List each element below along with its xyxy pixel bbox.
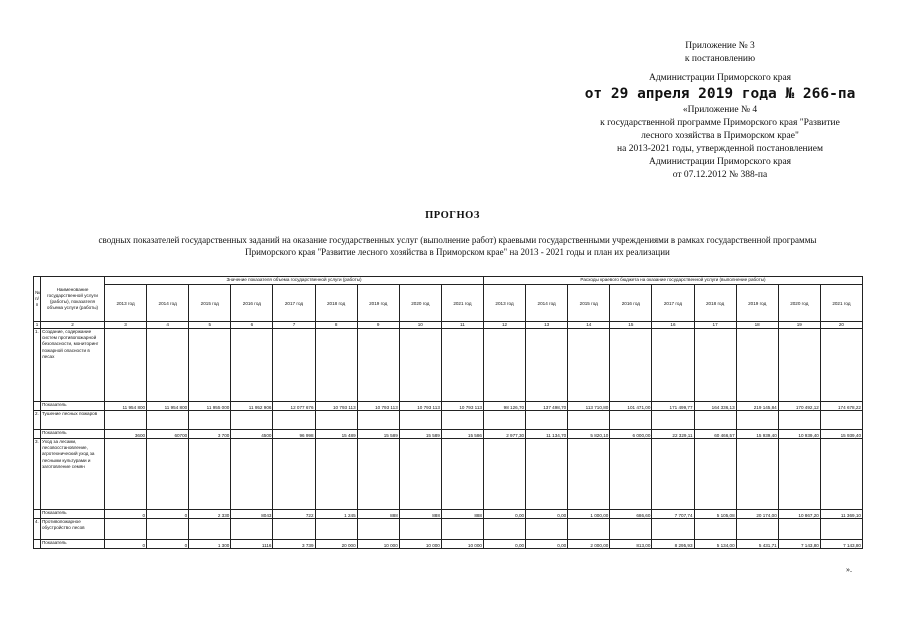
column-number: 9 [357, 322, 399, 329]
table-years-row [34, 285, 863, 322]
indicator-value: 20 000 [315, 540, 357, 549]
indicator-value: 10 793 113 [399, 402, 441, 411]
indicator-value: 15 589 [399, 430, 441, 439]
header-year: 2019 год [357, 285, 399, 322]
header-year: 2017 год [273, 285, 315, 322]
empty-cell [778, 411, 820, 430]
indicator-value: 96 998 [273, 430, 315, 439]
indicator-value: 11 954 800 [147, 402, 189, 411]
indicator-value: 15 586 [441, 430, 483, 439]
empty-cell [147, 411, 189, 430]
column-number: 8 [315, 322, 357, 329]
indicator-value: 722 [273, 510, 315, 519]
indicator-number-cell [34, 430, 41, 439]
empty-cell [694, 439, 736, 510]
empty-cell [820, 439, 862, 510]
table-header-row [34, 277, 863, 285]
empty-cell [273, 411, 315, 430]
empty-cell [736, 519, 778, 540]
header-year: 2018 год [315, 285, 357, 322]
column-number: 1 [34, 322, 41, 329]
document-subtitle [30, 234, 885, 258]
page-end-mark: ». [846, 565, 852, 574]
expense-value: 15 939,40 [736, 430, 778, 439]
empty-cell [357, 439, 399, 510]
appendix-line-5: «Приложение № 4 [682, 105, 758, 115]
empty-cell [147, 519, 189, 540]
header-year: 2013 год [105, 285, 147, 322]
empty-cell [441, 519, 483, 540]
appendix-line-8: на 2013-2021 годы, утвержденной постановлением [617, 144, 823, 154]
section-name: Противопожарное обустройство лесов [41, 519, 105, 540]
forecast-table [33, 276, 863, 549]
empty-cell [483, 439, 525, 510]
empty-cell [105, 439, 147, 510]
empty-cell [441, 439, 483, 510]
indicator-value: 10 793 113 [441, 402, 483, 411]
expense-value: 174 678,22 [820, 402, 862, 411]
indicator-label: Показатель [41, 510, 105, 519]
empty-cell [189, 329, 231, 402]
indicator-value: 10 000 [399, 540, 441, 549]
indicator-value: 1 245 [315, 510, 357, 519]
subtitle-line-2: Приморского края "Развитие лесного хозяйства в Приморском крае" на 2013 - 2021 годы и план их реализации [245, 247, 670, 257]
empty-cell [399, 519, 441, 540]
indicator-value: 8043 [231, 510, 273, 519]
indicator-value: 4500 [231, 430, 273, 439]
empty-cell [105, 519, 147, 540]
empty-cell [694, 411, 736, 430]
header-group-expenses: Расходы краевого бюджета на оказание государственной услуги (выполнение работы) [483, 277, 862, 285]
expense-value: 8 295,93 [652, 540, 694, 549]
empty-cell [231, 329, 273, 402]
empty-cell [105, 329, 147, 402]
expense-value: 170 492,12 [778, 402, 820, 411]
section-row [34, 411, 863, 430]
empty-cell [820, 519, 862, 540]
indicator-value: 888 [441, 510, 483, 519]
empty-cell [147, 439, 189, 510]
section-number: 2. [34, 411, 41, 430]
empty-cell [526, 519, 568, 540]
empty-cell [736, 329, 778, 402]
indicator-value: 10 000 [357, 540, 399, 549]
empty-cell [441, 411, 483, 430]
appendix-header [560, 40, 880, 182]
empty-cell [399, 439, 441, 510]
header-col-name: Наименование государственной услуги (работы), показателя объема услуги (работы) [41, 277, 105, 322]
indicator-value: 3 700 [189, 430, 231, 439]
empty-cell [399, 329, 441, 402]
expense-value: 686,60 [610, 510, 652, 519]
expense-value: 15 939,40 [820, 430, 862, 439]
expense-value: 11 369,10 [820, 510, 862, 519]
column-number: 16 [652, 322, 694, 329]
expense-value: 137 498,70 [526, 402, 568, 411]
empty-cell [652, 439, 694, 510]
column-number: 4 [147, 322, 189, 329]
section-number: 1. [34, 329, 41, 402]
expense-value: 10 867,20 [778, 510, 820, 519]
expense-value: 101 471,00 [610, 402, 652, 411]
header-year: 2016 год [610, 285, 652, 322]
empty-cell [315, 519, 357, 540]
column-number: 5 [189, 322, 231, 329]
expense-value: 5 820,10 [568, 430, 610, 439]
column-number: 11 [441, 322, 483, 329]
appendix-line-10: от 07.12.2012 № 388-па [672, 170, 768, 180]
expense-value: 7 143,80 [778, 540, 820, 549]
header-year: 2014 год [147, 285, 189, 322]
expense-value: 5 134,00 [694, 540, 736, 549]
column-number: 10 [399, 322, 441, 329]
indicator-number-cell [34, 510, 41, 519]
indicator-value: 11 952 906 [231, 402, 273, 411]
empty-cell [231, 411, 273, 430]
empty-cell [483, 329, 525, 402]
indicator-value: 15 489 [315, 430, 357, 439]
section-name: Создание, содержание систем противопожарной безопасности, мониторинг пожарной опасности в лесах [41, 329, 105, 402]
indicator-value: 3600 [105, 430, 147, 439]
column-number: 3 [105, 322, 147, 329]
expense-value: 0,00 [483, 510, 525, 519]
section-name: Тушение лесных пожаров [41, 411, 105, 430]
header-year: 2017 год [652, 285, 694, 322]
column-number: 15 [610, 322, 652, 329]
column-number: 6 [231, 322, 273, 329]
expense-value: 6 000,00 [610, 430, 652, 439]
document-title: ПРОГНОЗ [425, 210, 480, 221]
expense-value: 113 710,80 [568, 402, 610, 411]
empty-cell [568, 519, 610, 540]
empty-cell [357, 329, 399, 402]
column-number: 12 [483, 322, 525, 329]
empty-cell [357, 519, 399, 540]
indicator-value: 0 [105, 540, 147, 549]
empty-cell [652, 411, 694, 430]
indicator-value: 1 300 [189, 540, 231, 549]
header-year: 2021 год [441, 285, 483, 322]
section-name: Уход за лесами, лесовосстановление, агротехнический уход за лесными культурами и заготовление семян [41, 439, 105, 510]
indicator-number-cell [34, 540, 41, 549]
expense-value: 98 126,70 [483, 402, 525, 411]
empty-cell [820, 329, 862, 402]
appendix-line-2: к постановлению [684, 54, 756, 64]
empty-cell [441, 329, 483, 402]
header-year: 2015 год [568, 285, 610, 322]
empty-cell [315, 411, 357, 430]
header-group-values: Значение показателя объема государственной услуги (работы) [105, 277, 484, 285]
column-number: 17 [694, 322, 736, 329]
indicator-row [34, 430, 863, 439]
indicator-value: 1116 [231, 540, 273, 549]
indicator-row [34, 540, 863, 549]
indicator-value: 10 793 113 [315, 402, 357, 411]
expense-value: 0,00 [526, 510, 568, 519]
indicator-value: 11 954 800 [105, 402, 147, 411]
empty-cell [652, 329, 694, 402]
empty-cell [610, 411, 652, 430]
header-year: 2016 год [231, 285, 273, 322]
header-year: 2018 год [694, 285, 736, 322]
appendix-line-3: Администрации Приморского края [648, 73, 792, 83]
expense-value: 60 466,57 [694, 430, 736, 439]
empty-cell [526, 411, 568, 430]
expense-value: 813,00 [610, 540, 652, 549]
indicator-value: 3 739 [273, 540, 315, 549]
column-number: 20 [820, 322, 862, 329]
expense-value: 7 143,80 [820, 540, 862, 549]
empty-cell [273, 439, 315, 510]
indicator-value: 888 [399, 510, 441, 519]
empty-cell [568, 411, 610, 430]
empty-cell [189, 439, 231, 510]
indicator-value: 0 [147, 540, 189, 549]
empty-cell [694, 329, 736, 402]
empty-cell [357, 411, 399, 430]
empty-cell [273, 519, 315, 540]
empty-cell [105, 411, 147, 430]
section-number: 3. [34, 439, 41, 510]
section-row [34, 329, 863, 402]
empty-cell [483, 519, 525, 540]
header-year: 2020 год [778, 285, 820, 322]
indicator-value: 0 [105, 510, 147, 519]
expense-value: 10 939,40 [778, 430, 820, 439]
expense-value: 219 145,84 [736, 402, 778, 411]
expense-value: 0,00 [483, 540, 525, 549]
indicator-value: 11 955 000 [189, 402, 231, 411]
appendix-line-9: Администрации Приморского края [648, 157, 792, 167]
expense-value: 7 707,74 [652, 510, 694, 519]
indicator-value: 15 589 [357, 430, 399, 439]
empty-cell [610, 329, 652, 402]
empty-cell [526, 329, 568, 402]
section-row [34, 519, 863, 540]
header-year: 2014 год [526, 285, 568, 322]
empty-cell [610, 519, 652, 540]
indicator-value: 10 793 113 [357, 402, 399, 411]
indicator-label: Показатель [41, 540, 105, 549]
table-column-numbers-row [34, 322, 863, 329]
empty-cell [568, 439, 610, 510]
empty-cell [694, 519, 736, 540]
expense-value: 2 000,00 [568, 540, 610, 549]
empty-cell [231, 439, 273, 510]
header-year: 2015 год [189, 285, 231, 322]
indicator-row [34, 510, 863, 519]
empty-cell [189, 411, 231, 430]
empty-cell [189, 519, 231, 540]
expense-value: 5 105,08 [694, 510, 736, 519]
column-number: 13 [526, 322, 568, 329]
empty-cell [778, 519, 820, 540]
expense-value: 0,00 [526, 540, 568, 549]
resolution-date-number: от 29 апреля 2019 года № 266-па [584, 86, 856, 102]
empty-cell [315, 439, 357, 510]
indicator-value: 12 077 676 [273, 402, 315, 411]
section-row [34, 439, 863, 510]
header-year: 2020 год [399, 285, 441, 322]
empty-cell [231, 519, 273, 540]
expense-value: 5 431,71 [736, 540, 778, 549]
indicator-value: 60700 [147, 430, 189, 439]
empty-cell [273, 329, 315, 402]
empty-cell [778, 439, 820, 510]
empty-cell [610, 439, 652, 510]
appendix-line-1: Приложение № 3 [685, 41, 755, 51]
expense-value: 171 499,77 [652, 402, 694, 411]
header-year: 2021 год [820, 285, 862, 322]
appendix-line-7: лесного хозяйства в Приморском крае" [641, 131, 799, 141]
header-year: 2019 год [736, 285, 778, 322]
header-year: 2013 год [483, 285, 525, 322]
empty-cell [526, 439, 568, 510]
indicator-value: 0 [147, 510, 189, 519]
indicator-number-cell [34, 402, 41, 411]
empty-cell [652, 519, 694, 540]
expense-value: 164 336,13 [694, 402, 736, 411]
empty-cell [399, 411, 441, 430]
indicator-label: Показатель [41, 430, 105, 439]
empty-cell [778, 329, 820, 402]
empty-cell [483, 411, 525, 430]
indicator-value: 2 330 [189, 510, 231, 519]
column-number: 19 [778, 322, 820, 329]
indicator-value: 10 000 [441, 540, 483, 549]
indicator-row [34, 402, 863, 411]
indicator-value: 888 [357, 510, 399, 519]
empty-cell [736, 439, 778, 510]
column-number: 2 [41, 322, 105, 329]
empty-cell [147, 329, 189, 402]
section-number: 4. [34, 519, 41, 540]
empty-cell [736, 411, 778, 430]
column-number: 18 [736, 322, 778, 329]
subtitle-line-1: сводных показателей государственных заданий на оказание государственных услуг (выполнение работ) краевыми государственными учреждениями в рамках государственной программы [98, 235, 817, 245]
expense-value: 1 000,00 [568, 510, 610, 519]
column-number: 14 [568, 322, 610, 329]
empty-cell [820, 411, 862, 430]
expense-value: 20 174,00 [736, 510, 778, 519]
column-number: 7 [273, 322, 315, 329]
empty-cell [315, 329, 357, 402]
appendix-line-6: к государственной программе Приморского края "Развитие [600, 118, 840, 128]
expense-value: 11 134,70 [526, 430, 568, 439]
indicator-label: Показатель [41, 402, 105, 411]
empty-cell [568, 329, 610, 402]
header-col-number: № п/п [34, 277, 41, 322]
expense-value: 22 329,11 [652, 430, 694, 439]
expense-value: 2 977,30 [483, 430, 525, 439]
